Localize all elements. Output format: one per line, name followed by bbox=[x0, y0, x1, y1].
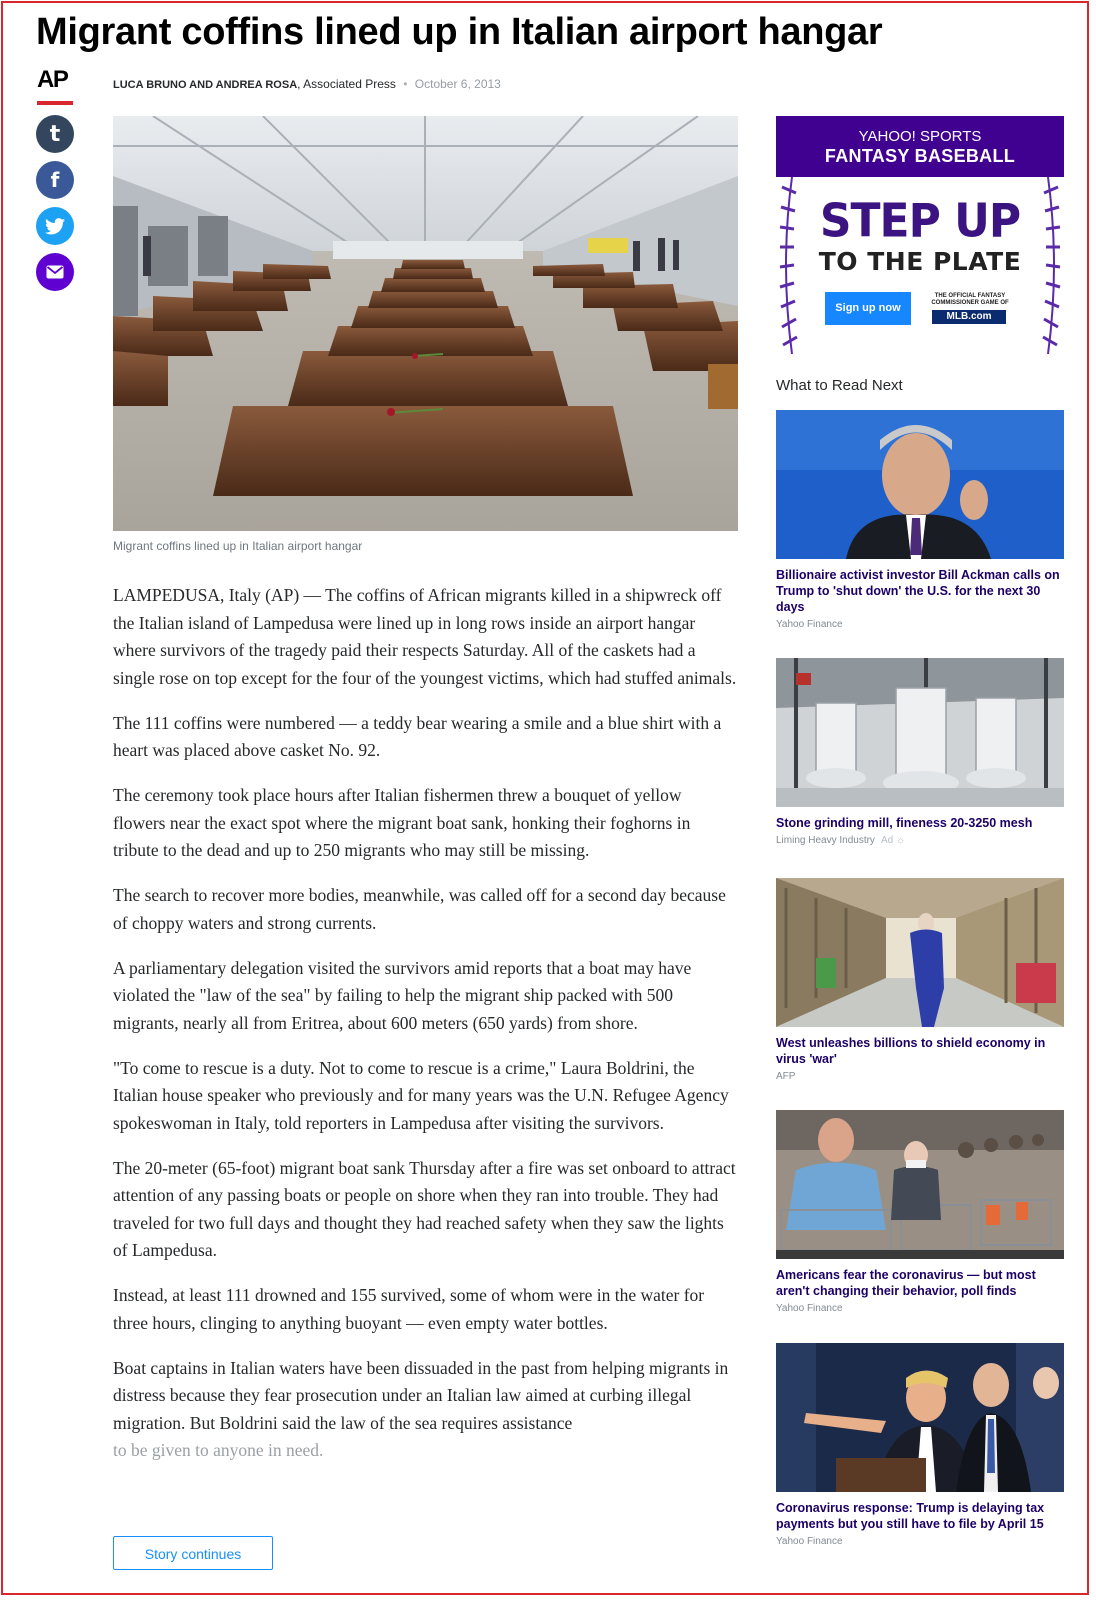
ap-logo-text: AP bbox=[37, 66, 68, 93]
ad-label: Ad bbox=[880, 835, 894, 846]
read-next-source-name: Yahoo Finance bbox=[776, 619, 843, 630]
article-photo[interactable] bbox=[113, 116, 738, 531]
ad-official-note: THE OFFICIAL FANTASY COMMISSIONER GAME OF bbox=[931, 293, 1009, 306]
ad-product: FANTASY BASEBALL bbox=[824, 146, 1016, 166]
article-paragraph: Instead, at least 111 drowned and 155 survived, some of whom were in the water for three hours, clinging to anything buoyant — even empty water bottles. bbox=[113, 1285, 705, 1333]
read-next-source-name: Yahoo Finance bbox=[776, 1536, 843, 1547]
ad-sign-up-button[interactable]: Sign up now bbox=[825, 292, 911, 325]
byline: LUCA BRUNO AND ANDREA ROSA, Associated Press • October 6, 2013 bbox=[113, 77, 501, 91]
grinding-mill-image bbox=[776, 658, 1064, 807]
read-next-title[interactable]: West unleashes billions to shield economy in virus 'war' bbox=[776, 1036, 1046, 1066]
article-body bbox=[113, 582, 738, 1482]
read-next-thumbnail[interactable] bbox=[776, 878, 1064, 1027]
article-headline: Migrant coffins lined up in Italian airport hangar bbox=[36, 11, 883, 53]
read-next-item[interactable] bbox=[776, 1343, 1064, 1547]
article-paragraph: The search to recover more bodies, meanwhile, was called off for a second day because of choppy waters and strong currents. bbox=[113, 885, 726, 933]
hospital-corridor-image bbox=[776, 878, 1064, 1027]
ad-info-icon[interactable]: ☼ bbox=[895, 835, 906, 846]
byline-source: Associated Press bbox=[303, 77, 396, 91]
article-paragraph-faded: to be given to anyone in need. bbox=[113, 1440, 324, 1460]
twitter-icon[interactable] bbox=[36, 207, 74, 245]
read-next-item[interactable] bbox=[776, 878, 1064, 1082]
read-next-source-name: AFP bbox=[776, 1071, 796, 1082]
read-next-source bbox=[776, 619, 1064, 630]
byline-authors: LUCA BRUNO AND ANDREA ROSA bbox=[113, 79, 298, 91]
envelope-glyph bbox=[46, 265, 64, 279]
article-paragraph: The 20-meter (65-foot) migrant boat sank Thursday after a fire was set onboard to attract attention of any passing boats or people on shore when they ran into trouble. They had traveled for two full days and thought they had reached safety when they saw the lights of Lampedusa. bbox=[113, 1157, 736, 1260]
what-to-read-next-heading: What to Read Next bbox=[776, 377, 903, 394]
read-next-thumbnail[interactable] bbox=[776, 410, 1064, 559]
ad-body bbox=[776, 177, 1064, 354]
ap-logo[interactable] bbox=[37, 68, 73, 106]
article-paragraph: The ceremony took place hours after Italian fishermen threw a bouquet of yellow flowers near the exact spot where the migrant boat sank, honking their foghorns in tribute to the dead and up to 250 migrants who may still be missing. bbox=[113, 785, 691, 860]
article-paragraph: "To come to rescue is a duty. Not to come to rescue is a crime," Laura Boldrini, the Italian house speaker who previously and for many years was the U.N. Refugee Agency spokeswoman in Italy, told reporters in Lampedusa after visiting the survivors. bbox=[113, 1057, 729, 1133]
ackman-portrait-image bbox=[776, 410, 1064, 559]
article-paragraph: The 111 coffins were numbered — a teddy bear wearing a smile and a blue shirt with a heart was placed above casket No. 92. bbox=[113, 712, 722, 760]
article-paragraph: LAMPEDUSA, Italy (AP) — The coffins of African migrants killed in a shipwreck off the Italian island of Lampedusa were lined up in long rows inside an airport hangar where survivors of the tragedy paid their respects Saturday. All of the caskets had a single rose on top except for the four of the youngest victims, which had stuffed animals. bbox=[113, 585, 737, 688]
read-next-source bbox=[776, 1071, 1064, 1082]
read-next-title[interactable]: Stone grinding mill, fineness 20-3250 mesh bbox=[776, 816, 1033, 830]
read-next-thumbnail[interactable] bbox=[776, 1343, 1064, 1492]
mlb-logo: MLB.com bbox=[932, 310, 1006, 324]
read-next-source-name: Yahoo Finance bbox=[776, 1303, 843, 1314]
hangar-coffins-image bbox=[113, 116, 738, 531]
read-next-item[interactable] bbox=[776, 1110, 1064, 1314]
byline-separator: • bbox=[403, 77, 408, 91]
press-briefing-image bbox=[776, 1343, 1064, 1492]
read-next-thumbnail[interactable] bbox=[776, 658, 1064, 807]
read-next-title[interactable]: Billionaire activist investor Bill Ackman calls on Trump to 'shut down' the U.S. for the next 30 days bbox=[776, 568, 1060, 614]
read-next-source bbox=[776, 1536, 1064, 1547]
read-next-item-ad[interactable] bbox=[776, 658, 1064, 846]
article-paragraph: Boat captains in Italian waters have been dissuaded in the past from helping migrants in distress because they fear prosecution under an Italian law aimed at curbing illegal migration. But Boldrini said the law of the sea requires assistance bbox=[113, 1357, 729, 1433]
tumblr-icon[interactable] bbox=[36, 115, 74, 153]
shoppers-line-image bbox=[776, 1110, 1064, 1259]
ad-header bbox=[776, 116, 1064, 177]
story-continues-button[interactable]: Story continues bbox=[113, 1536, 273, 1570]
photo-caption: Migrant coffins lined up in Italian airport hangar bbox=[113, 539, 363, 553]
facebook-glyph: f bbox=[50, 168, 60, 192]
fantasy-baseball-ad[interactable] bbox=[776, 116, 1064, 354]
tumblr-glyph: t bbox=[49, 121, 61, 147]
read-next-source bbox=[776, 1303, 1064, 1314]
ad-subheadline: TO THE PLATE bbox=[818, 247, 1022, 276]
mail-icon[interactable] bbox=[36, 253, 74, 291]
read-next-title[interactable]: Americans fear the coronavirus — but most aren't changing their behavior, poll finds bbox=[776, 1268, 1036, 1298]
ad-brand-line: YAHOO! SPORTS bbox=[858, 128, 982, 145]
ad-headline: STEP UP bbox=[819, 194, 1021, 249]
read-next-title[interactable]: Coronavirus response: Trump is delaying tax payments but you still have to file by April 15 bbox=[776, 1501, 1045, 1531]
article-paragraph: A parliamentary delegation visited the survivors amid reports that a boat may have violated the "law of the sea" by failing to help the migrant ship packed with 500 migrants, nearly all from Eritrea, about 600 meters (650 yards) from shore. bbox=[113, 957, 692, 1033]
read-next-item[interactable] bbox=[776, 410, 1064, 630]
byline-date: October 6, 2013 bbox=[414, 77, 501, 91]
read-next-thumbnail[interactable] bbox=[776, 1110, 1064, 1259]
read-next-source bbox=[776, 835, 1064, 846]
ap-logo-underline bbox=[37, 101, 73, 105]
facebook-icon[interactable] bbox=[36, 161, 74, 199]
read-next-source-name: Liming Heavy Industry bbox=[776, 835, 875, 846]
twitter-bird-glyph bbox=[45, 218, 65, 235]
